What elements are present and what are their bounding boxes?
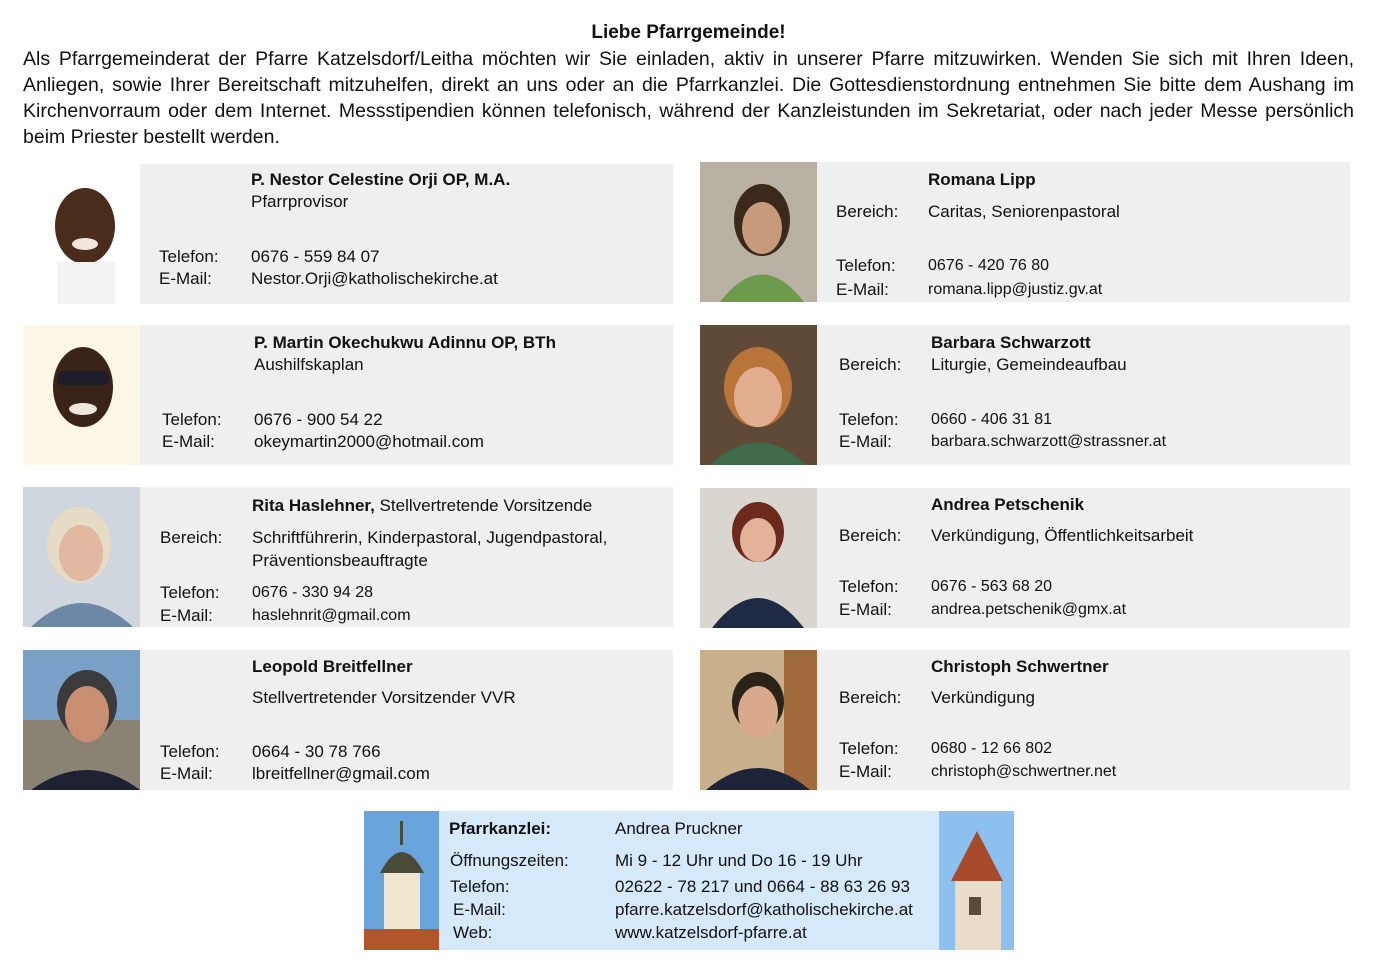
email-label: E-Mail: bbox=[836, 280, 889, 299]
phone-label: Telefon: bbox=[160, 583, 220, 602]
contact-email[interactable]: romana.lipp@justiz.gv.at bbox=[928, 281, 1103, 298]
contact-card-christoph bbox=[700, 650, 1350, 790]
area-label: Bereich: bbox=[839, 688, 902, 707]
contact-phone: 0660 - 406 31 81 bbox=[931, 411, 1052, 428]
contact-email[interactable]: barbara.schwarzott@strassner.at bbox=[931, 433, 1167, 450]
contact-card-rita bbox=[23, 487, 673, 627]
contact-phone: 0676 - 330 94 28 bbox=[252, 584, 373, 601]
contact-role: Stellvertretender Vorsitzender VVR bbox=[252, 688, 516, 707]
contact-card-barbara bbox=[700, 325, 1350, 465]
contact-name: Romana Lipp bbox=[928, 170, 1036, 189]
phone-label: Telefon: bbox=[160, 742, 220, 761]
area-label: Bereich: bbox=[839, 526, 902, 545]
contact-card-andrea bbox=[700, 488, 1350, 628]
email-label: E-Mail: bbox=[839, 762, 892, 781]
contact-area: Verkündigung, Öffentlichkeitsarbeit bbox=[931, 526, 1194, 545]
parish-office-box bbox=[364, 811, 1014, 950]
contact-name: Andrea Petschenik bbox=[931, 495, 1085, 514]
contact-phone: 0676 - 420 76 80 bbox=[928, 257, 1049, 274]
phone-label: Telefon: bbox=[839, 577, 899, 596]
office-email-label: E-Mail: bbox=[453, 900, 506, 919]
portrait-photo bbox=[700, 650, 817, 790]
portrait-photo bbox=[23, 164, 140, 304]
phone-label: Telefon: bbox=[839, 739, 899, 758]
contact-name: P. Martin Okechukwu Adinnu OP, BTh bbox=[254, 333, 556, 352]
portrait-photo bbox=[700, 325, 817, 465]
contact-email[interactable]: andrea.petschenik@gmx.at bbox=[931, 601, 1127, 618]
contact-phone: 0676 - 559 84 07 bbox=[251, 247, 380, 266]
contact-name: Barbara Schwarzott bbox=[931, 333, 1091, 352]
contact-phone: 0680 - 12 66 802 bbox=[931, 740, 1052, 757]
portrait-photo bbox=[700, 162, 817, 302]
phone-label: Telefon: bbox=[839, 410, 899, 429]
page-title: Liebe Pfarrgemeinde! bbox=[591, 22, 786, 43]
area-label: Bereich: bbox=[839, 355, 902, 374]
phone-label: Telefon: bbox=[162, 410, 222, 429]
contact-name: Christoph Schwertner bbox=[931, 657, 1109, 676]
contact-card-romana bbox=[700, 162, 1350, 302]
email-label: E-Mail: bbox=[160, 764, 213, 783]
office-phone-label: Telefon: bbox=[450, 877, 510, 896]
contact-role: Stellvertretende Vorsitzende bbox=[374, 496, 593, 515]
contact-email[interactable]: christoph@schwertner.net bbox=[931, 763, 1117, 780]
church-tower-photo-left bbox=[364, 811, 439, 950]
area-label: Bereich: bbox=[836, 202, 899, 221]
email-label: E-Mail: bbox=[160, 606, 213, 625]
email-label: E-Mail: bbox=[839, 432, 892, 451]
contact-area-line2: Präventionsbeauftragte bbox=[252, 551, 428, 570]
portrait-photo bbox=[700, 488, 817, 628]
contact-name: Leopold Breitfellner bbox=[252, 657, 413, 676]
email-label: E-Mail: bbox=[162, 432, 215, 451]
contact-email[interactable]: Nestor.Orji@katholischekirche.at bbox=[251, 269, 498, 288]
email-label: E-Mail: bbox=[159, 269, 212, 288]
office-label: Pfarrkanzlei: bbox=[449, 819, 552, 838]
office-hours: Mi 9 - 12 Uhr und Do 16 - 19 Uhr bbox=[615, 851, 863, 870]
hours-label: Öffnungszeiten: bbox=[450, 851, 569, 870]
contact-phone: 0676 - 563 68 20 bbox=[931, 578, 1052, 595]
office-web-label: Web: bbox=[453, 923, 493, 942]
contact-name: P. Nestor Celestine Orji OP, M.A. bbox=[251, 170, 511, 189]
portrait-photo bbox=[23, 487, 140, 627]
phone-label: Telefon: bbox=[159, 247, 219, 266]
office-email[interactable]: pfarre.katzelsdorf@katholischekirche.at bbox=[615, 900, 913, 919]
contact-email[interactable]: haslehnrit@gmail.com bbox=[252, 607, 411, 624]
office-phone: 02622 - 78 217 und 0664 - 88 63 26 93 bbox=[615, 877, 910, 896]
contact-card-nestor bbox=[23, 164, 673, 304]
contact-area: Verkündigung bbox=[931, 688, 1035, 707]
area-label: Bereich: bbox=[160, 528, 223, 547]
contact-area: Caritas, Seniorenpastoral bbox=[928, 202, 1120, 221]
email-label: E-Mail: bbox=[839, 600, 892, 619]
portrait-photo bbox=[23, 325, 140, 465]
contact-area-line1: Schriftführerin, Kinderpastoral, Jugendpastoral, bbox=[252, 528, 608, 547]
contact-phone: 0676 - 900 54 22 bbox=[254, 410, 383, 429]
contact-email[interactable]: okeymartin2000@hotmail.com bbox=[254, 432, 484, 451]
contact-area: Liturgie, Gemeindeaufbau bbox=[931, 355, 1127, 374]
church-tower-photo-right bbox=[939, 811, 1014, 950]
office-web[interactable]: www.katzelsdorf-pfarre.at bbox=[615, 923, 807, 942]
office-name: Andrea Pruckner bbox=[615, 819, 743, 838]
contact-email[interactable]: lbreitfellner@gmail.com bbox=[252, 764, 430, 783]
contact-name-text: Rita Haslehner, bbox=[252, 496, 375, 515]
contact-role: Pfarrprovisor bbox=[251, 192, 349, 211]
intro-paragraph: Als Pfarrgemeinderat der Pfarre Katzelsdorf/Leitha möchten wir Sie einladen, aktiv in unserer Pfarre mitzuwirken. Wenden Sie sich mit Ihren Ideen, Anliegen, sowie Ihrer Bereitschaft mitzuhelfen, direkt an uns oder an die Pfarrkanzlei. Die Gottesdienstordnung entnehmen Sie bitte dem Aushang im Kirchenvorraum oder dem Internet. Messstipendien können telefonisch, während der Kanzleistunden im Sekretariat, oder nach jeder Messe persönlich beim Priester bestellt werden. bbox=[23, 48, 1354, 148]
contact-phone: 0664 - 30 78 766 bbox=[252, 742, 381, 761]
phone-label: Telefon: bbox=[836, 256, 896, 275]
portrait-photo bbox=[23, 650, 140, 790]
contact-card-martin bbox=[23, 325, 673, 465]
contact-name bbox=[252, 496, 592, 516]
contact-role: Aushilfskaplan bbox=[254, 355, 364, 374]
contact-card-leopold bbox=[23, 650, 673, 790]
